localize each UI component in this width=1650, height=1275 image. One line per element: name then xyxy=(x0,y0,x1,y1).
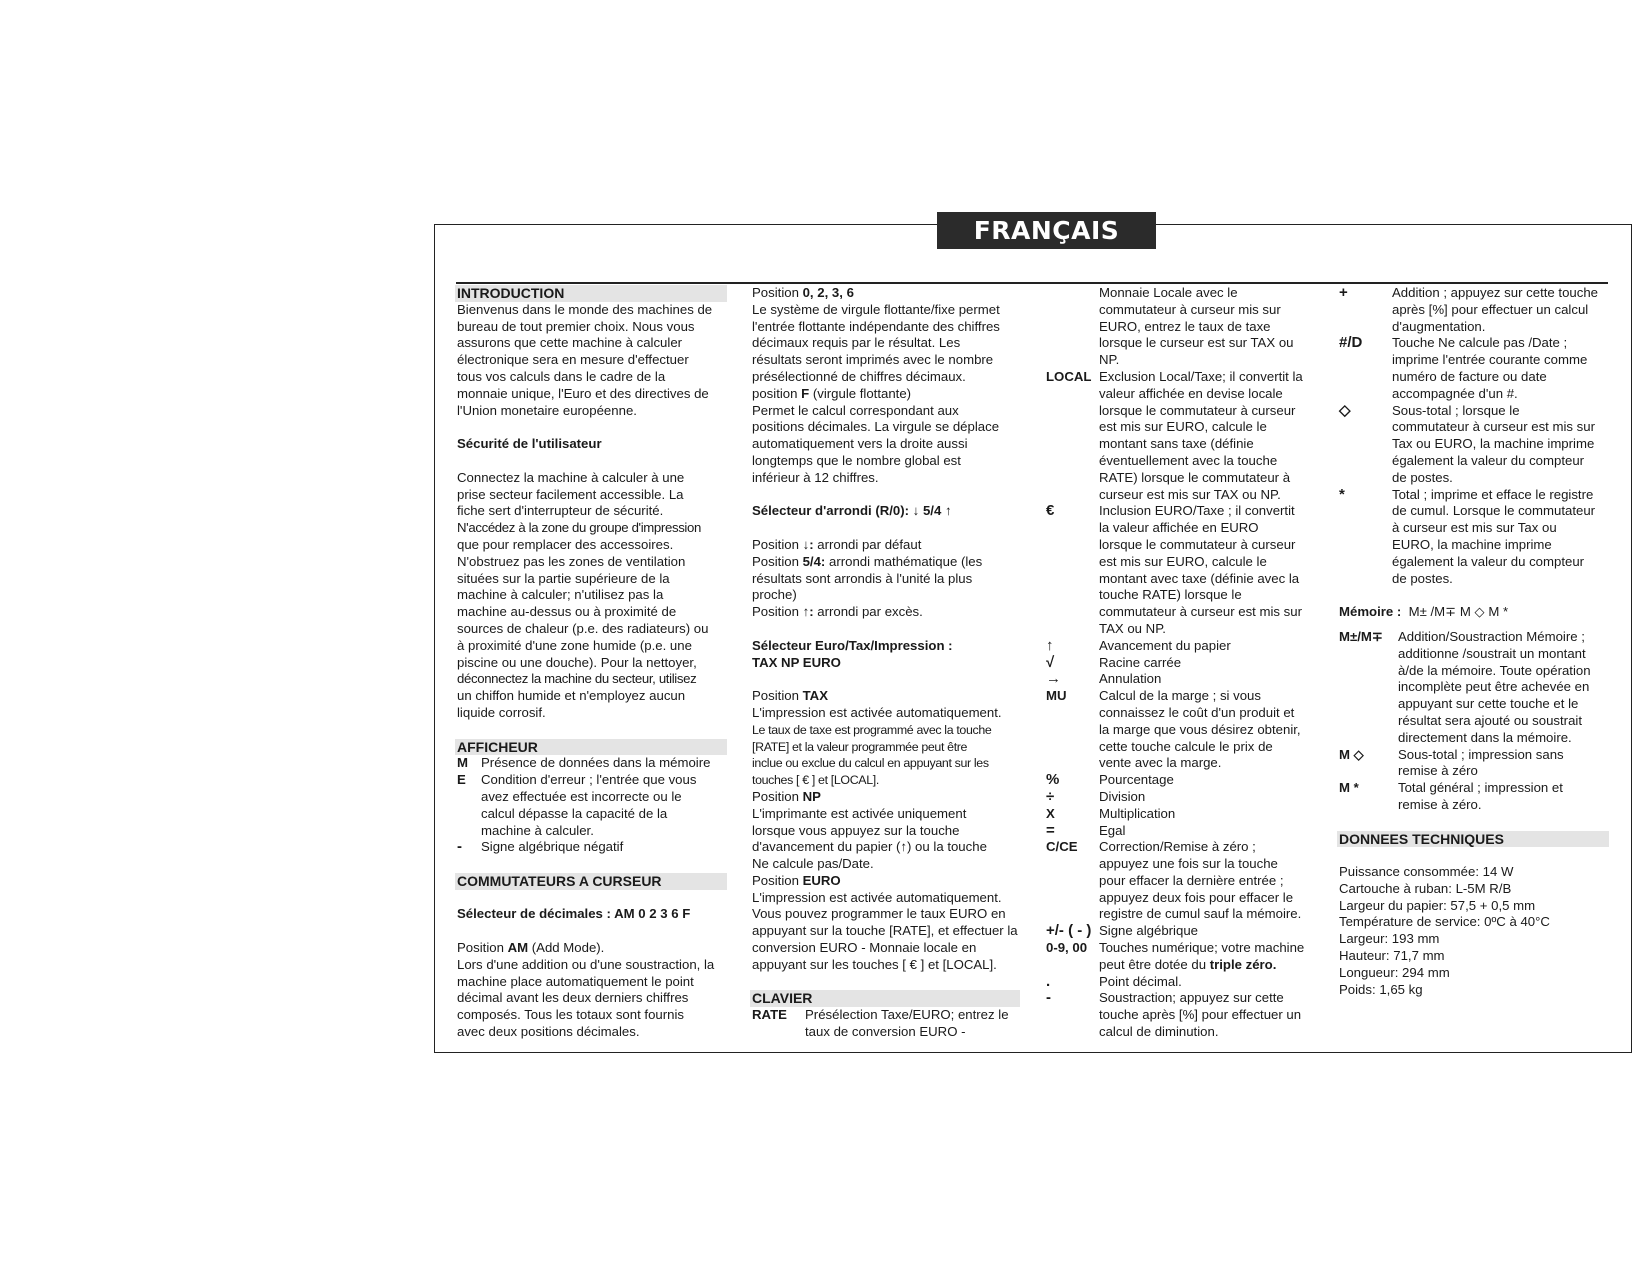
key-description: appuyez deux fois pour effacer le xyxy=(1099,889,1294,905)
display-item-e xyxy=(457,772,727,839)
tech-line: Cartouche à ruban: L-5M R/B xyxy=(1339,880,1512,896)
minus-text: Soustraction; appuyez sur cette xyxy=(1099,990,1284,1006)
safety-heading: Sécurité de l'utilisateur xyxy=(457,436,602,452)
key-description: Tax ou EURO, la machine imprime xyxy=(1392,436,1595,452)
key-description: de cumul. Lorsque le commutateur xyxy=(1392,503,1596,519)
key-description: est mis sur EURO, calcule le xyxy=(1099,553,1267,569)
safety-line: N'accédez à la zone du groupe d'impression xyxy=(457,520,701,536)
key-description: à/de la mémoire. Toute opération xyxy=(1398,662,1591,678)
rate-text: Présélection Taxe/EURO; entrez le xyxy=(805,1007,1009,1023)
safety-line: piscine ou une douche). Pour la nettoyer, xyxy=(457,654,697,670)
tech-line: Hauteur: 71,7 mm xyxy=(1339,948,1445,964)
key-description: de postes. xyxy=(1392,570,1453,586)
key-description: lorsque le commutateur à curseur xyxy=(1099,402,1296,418)
rate-text: taux de conversion EURO - xyxy=(805,1024,966,1040)
key-description: registre de cumul sauf la mémoire. xyxy=(1099,906,1302,922)
display-desc: Condition d'erreur ; l'entrée que vous xyxy=(481,772,697,788)
key-item xyxy=(1046,655,1314,672)
am-line: Lors d'une addition ou d'une soustraction, la xyxy=(457,956,715,972)
key-description: Inclusion EURO/Taxe ; il convertit xyxy=(1099,503,1295,519)
key-description: Sous-total ; lorsque le xyxy=(1392,402,1520,418)
tech-line: Poids: 1,65 kg xyxy=(1339,981,1423,997)
key-description: lorsque le commutateur à curseur xyxy=(1099,536,1296,552)
key-description: Total général ; impression et xyxy=(1398,780,1563,796)
memory-heading: Mémoire : M± /M∓ M ◇ M * xyxy=(1339,604,1509,620)
key-item-point xyxy=(1046,974,1314,991)
euro-text: Vous pouvez programmer le taux EURO en xyxy=(752,906,1006,922)
key-description: appuyant sur cette touche et le xyxy=(1398,696,1579,712)
key-description: est mis sur EURO, calcule le xyxy=(1099,419,1267,435)
digits-text: peut être dotée du triple zéro. xyxy=(1099,956,1277,972)
pos0236-text: décimaux requis par le résultat. Les xyxy=(752,335,961,351)
key-item xyxy=(1046,806,1314,823)
euro-position-line: Position EURO xyxy=(752,872,841,888)
key-description: Total ; imprime et efface le registre xyxy=(1392,486,1594,502)
key-description: commutateur à curseur est mis sur xyxy=(1392,419,1596,435)
key-description: la valeur affichée en EURO xyxy=(1099,520,1259,536)
key-description: imprime l'entrée courante comme xyxy=(1392,352,1588,368)
rate-key-item xyxy=(752,1007,1020,1041)
column-1 xyxy=(457,285,727,1041)
point-text: Point décimal. xyxy=(1099,973,1182,989)
tech-line: Largeur: 193 mm xyxy=(1339,931,1440,947)
position-0236-line: Position 0, 2, 3, 6 xyxy=(752,285,854,300)
tax-text: touches [ € ] et [LOCAL]. xyxy=(752,773,879,788)
key-description: montant avec taxe (définie avec la xyxy=(1099,570,1300,586)
am-line: composés. Tous les totaux sont fournis xyxy=(457,1007,684,1023)
key-description: d'augmentation. xyxy=(1392,318,1486,334)
round-down-line: Position ↓: arrondi par défaut xyxy=(752,536,922,552)
np-text: L'imprimante est activée uniquement xyxy=(752,805,967,821)
key-description: additionne /soustrait un montant xyxy=(1398,645,1586,661)
safety-line: situées sur la partie supérieure de la xyxy=(457,570,670,586)
key-description: également la valeur du compteur xyxy=(1392,553,1585,569)
key-description: RATE) lorsque le commutateur à xyxy=(1099,469,1291,485)
pos0236-text: présélectionné de chiffres décimaux. xyxy=(752,368,966,384)
key-item xyxy=(1339,747,1609,781)
display-desc: Signe algébrique négatif xyxy=(481,839,624,855)
tax-text: inclue ou exclue du calcul en appuyant sur les xyxy=(752,756,989,771)
key-item xyxy=(1046,688,1314,772)
rate-cont-text: commutateur à curseur mis sur xyxy=(1099,301,1281,317)
key-symbol: € xyxy=(1046,502,1055,520)
key-description: après [%] pour effectuer un calcul xyxy=(1392,301,1589,317)
key-description: Racine carrée xyxy=(1099,654,1182,670)
display-desc: calcul dépasse la capacité de la xyxy=(481,805,668,821)
memory-keys: M± /M∓ M ◇ M * xyxy=(1408,604,1509,620)
key-description: Correction/Remise à zéro ; xyxy=(1099,839,1256,855)
tech-line: Longueur: 294 mm xyxy=(1339,964,1450,980)
key-description: remise à zéro. xyxy=(1398,796,1482,812)
safety-line: un chiffon humide et n'employez aucun xyxy=(457,688,686,704)
tax-text: L'impression est activée automatiquement. xyxy=(752,704,1002,720)
key-description: Signe algébrique xyxy=(1099,923,1198,939)
key-symbol: C/CE xyxy=(1046,839,1078,855)
key-description: Annulation xyxy=(1099,671,1162,687)
intro-line: tous vos calculs dans le cadre de la xyxy=(457,368,666,384)
display-item-minus xyxy=(457,839,727,856)
key-description: directement dans la mémoire. xyxy=(1398,729,1572,745)
key-description: Addition/Soustraction Mémoire ; xyxy=(1398,628,1585,644)
euro-selector-heading: Sélecteur Euro/Tax/Impression : xyxy=(752,637,953,653)
display-key: E xyxy=(457,772,466,788)
key-description: Multiplication xyxy=(1099,805,1176,821)
tech-line: Largeur du papier: 57,5 + 0,5 mm xyxy=(1339,897,1536,913)
key-description: Touche Ne calcule pas /Date ; xyxy=(1392,335,1568,351)
key-description: pour effacer la dernière entrée ; xyxy=(1099,872,1284,888)
key-symbol: X xyxy=(1046,805,1055,821)
key-description: Calcul de la marge ; si vous xyxy=(1099,688,1261,704)
decimal-point-icon: . xyxy=(1046,972,1051,990)
round-54-line: Position 5/4: arrondi mathématique (les xyxy=(752,553,983,569)
safety-line: N'obstruez pas les zones de ventilation xyxy=(457,553,686,569)
key-item xyxy=(1046,638,1314,655)
key-symbol: → xyxy=(1046,670,1061,688)
minus-key-icon: - xyxy=(1046,989,1051,1007)
key-symbol: % xyxy=(1046,771,1060,789)
key-symbol: = xyxy=(1046,821,1055,839)
key-symbol: ↑ xyxy=(1046,636,1054,654)
tax-text: [RATE] et la valeur programmée peut être xyxy=(752,739,968,754)
euro-text: appuyant sur la touche [RATE], et effectuer la xyxy=(752,923,1018,939)
euro-selector-modes: TAX NP EURO xyxy=(752,654,841,670)
key-item-minus xyxy=(1046,990,1314,1040)
key-list xyxy=(1339,285,1609,587)
safety-line: Connectez la machine à calculer à une xyxy=(457,469,685,485)
switches-heading: COMMUTATEURS A CURSEUR xyxy=(455,873,727,890)
key-item xyxy=(1339,629,1609,747)
rate-continuation xyxy=(1046,285,1314,369)
key-description: remise à zéro xyxy=(1398,763,1478,779)
tech-line: Température de service: 0ºC à 40°C xyxy=(1339,914,1550,930)
key-description: Addition ; appuyez sur cette touche xyxy=(1392,285,1599,300)
np-position-line: Position NP xyxy=(752,788,821,804)
key-item xyxy=(1339,780,1609,814)
key-symbol: * xyxy=(1339,485,1345,503)
posf-text: positions décimales. La virgule se déplace xyxy=(752,419,1000,435)
decimal-selector-heading: Sélecteur de décimales : AM 0 2 3 6 F xyxy=(457,906,691,922)
posf-text: automatiquement vers la droite aussi xyxy=(752,436,968,452)
key-item xyxy=(1046,789,1314,806)
tech-heading: DONNEES TECHNIQUES xyxy=(1337,831,1609,848)
memory-key-list xyxy=(1339,629,1609,814)
key-description: Exclusion Local/Taxe; il convertit la xyxy=(1099,368,1303,384)
key-description: montant sans taxe (définie xyxy=(1099,436,1254,452)
key-symbol: +/- ( - ) xyxy=(1046,922,1092,940)
np-text: Ne calcule pas/Date. xyxy=(752,856,874,872)
safety-line: liquide corrosif. xyxy=(457,704,546,720)
key-description: Division xyxy=(1099,788,1146,804)
key-description: résultat sera ajouté ou soustrait xyxy=(1398,712,1582,728)
key-item xyxy=(1046,823,1314,840)
key-symbol: + xyxy=(1339,284,1348,301)
key-description: de postes. xyxy=(1392,469,1453,485)
key-description: vente avec la marge. xyxy=(1099,755,1222,771)
header-rule xyxy=(456,282,1608,284)
safety-line: sources de chaleur (p.e. des radiateurs) ou xyxy=(457,620,709,636)
digits-key: 0-9, 00 xyxy=(1046,940,1088,956)
euro-text: appuyant sur les touches [ € ] et [LOCAL]. xyxy=(752,956,997,972)
introduction-heading: INTRODUCTION xyxy=(455,285,727,302)
tech-line: Puissance consommée: 14 W xyxy=(1339,864,1514,880)
intro-line: l'Union monetaire européenne. xyxy=(457,402,637,418)
key-description: la marge que vous désirez obtenir, xyxy=(1099,721,1301,737)
round-54-text: résultats sont arrondis à l'unité la plus xyxy=(752,570,973,586)
column-3 xyxy=(1046,285,1314,1041)
pos0236-text: Le système de virgule flottante/fixe permet xyxy=(752,301,1000,317)
key-item-digits xyxy=(1046,940,1314,974)
key-description: numéro de facture ou date xyxy=(1392,368,1547,384)
intro-line: Bienvenus dans le monde des machines de xyxy=(457,301,713,317)
display-item-m xyxy=(457,755,727,772)
round-up-line: Position ↑: arrondi par excès. xyxy=(752,604,923,620)
safety-line: machine au-dessus ou à proximité de xyxy=(457,604,677,620)
keyboard-heading: CLAVIER xyxy=(750,990,1020,1007)
key-description: cette touche calcule le prix de xyxy=(1099,738,1273,754)
key-description: éventuellement avec la touche xyxy=(1099,452,1278,468)
key-item xyxy=(1339,403,1609,487)
key-description: valeur affichée en devise locale xyxy=(1099,385,1283,401)
key-description: TAX ou NP. xyxy=(1099,620,1166,636)
key-item xyxy=(1339,285,1609,335)
key-item xyxy=(1046,369,1314,503)
am-line: avec deux positions décimales. xyxy=(457,1024,640,1040)
key-item xyxy=(1339,487,1609,588)
position-f-line: position F (virgule flottante) xyxy=(752,385,912,401)
display-desc: Présence de données dans la mémoire xyxy=(481,755,711,771)
intro-line: monnaie unique, l'Euro et des directives de xyxy=(457,385,709,401)
safety-line: déconnectez la machine du secteur, utilisez xyxy=(457,671,697,687)
key-item xyxy=(1046,503,1314,637)
display-desc: avez effectuée est incorrecte ou le xyxy=(481,788,682,804)
key-symbol: ÷ xyxy=(1046,787,1055,805)
key-item xyxy=(1046,839,1314,923)
key-symbol: MU xyxy=(1046,688,1067,704)
safety-line: fiche sert d'interrupteur de sécurité. xyxy=(457,503,664,519)
key-symbol: M ◇ xyxy=(1339,746,1364,762)
am-line: machine place automatiquement le point xyxy=(457,973,694,989)
display-heading: AFFICHEUR xyxy=(455,739,727,756)
rounding-selector-heading: Sélecteur d'arrondi (R/0): ↓ 5/4 ↑ xyxy=(752,503,952,519)
key-item xyxy=(1046,671,1314,688)
key-description: appuyez une fois sur la touche xyxy=(1099,856,1278,872)
intro-line: électronique sera en mesure d'effectuer xyxy=(457,352,689,368)
display-desc: machine à calculer. xyxy=(481,822,594,838)
key-description: à curseur est mis sur Tax ou xyxy=(1392,520,1557,536)
am-line: décimal avant les deux derniers chiffres xyxy=(457,990,689,1006)
key-description: EURO, la machine imprime xyxy=(1392,536,1552,552)
column-2 xyxy=(752,285,1020,1041)
key-symbol: ◇ xyxy=(1339,401,1351,419)
round-54-text: proche) xyxy=(752,587,797,603)
pos0236-text: résultats seront imprimés avec le nombre xyxy=(752,352,994,368)
am-position-line: Position AM (Add Mode). xyxy=(457,940,605,956)
minus-text: calcul de diminution. xyxy=(1099,1024,1219,1040)
column-4 xyxy=(1339,285,1609,998)
key-description: accompagnée d'un #. xyxy=(1392,385,1518,401)
posf-text: inférieur à 12 chiffres. xyxy=(752,469,879,485)
key-description: touche RATE) lorsque le xyxy=(1099,587,1242,603)
tax-position-line: Position TAX xyxy=(752,688,828,704)
euro-text: L'impression est activée automatiquement. xyxy=(752,889,1002,905)
np-text: lorsque vous appuyez sur la touche xyxy=(752,822,960,838)
euro-text: conversion EURO - Monnaie locale en xyxy=(752,940,977,956)
digits-text: Touches numérique; votre machine xyxy=(1099,940,1305,956)
key-description: curseur est mis sur TAX ou NP. xyxy=(1099,486,1281,502)
key-list xyxy=(1046,369,1314,940)
key-description: également la valeur du compteur xyxy=(1392,452,1585,468)
key-description: connaissez le coût d'un produit et xyxy=(1099,704,1295,720)
np-text: d'avancement du papier (↑) ou la touche xyxy=(752,839,987,855)
safety-line: que pour remplacer des accessoires. xyxy=(457,536,674,552)
intro-line: bureau de tout premier choix. Nous vous xyxy=(457,318,695,334)
key-description: Pourcentage xyxy=(1099,772,1174,788)
safety-line: prise secteur facilement accessible. La xyxy=(457,486,684,502)
minus-text: touche après [%] pour effectuer un xyxy=(1099,1007,1302,1023)
tax-text: Le taux de taxe est programmé avec la touche xyxy=(752,722,992,737)
safety-line: à proximité d'une zone humide (p.e. une xyxy=(457,637,692,653)
key-description: incomplète peut être achevée en xyxy=(1398,679,1590,695)
rate-cont-text: NP. xyxy=(1099,352,1120,368)
language-heading: FRANÇAIS xyxy=(937,212,1156,249)
safety-line: machine à calculer; n'utilisez pas la xyxy=(457,587,664,603)
intro-line: assurons que cette machine à calculer xyxy=(457,335,683,351)
key-description: Sous-total ; impression sans xyxy=(1398,746,1564,762)
pos0236-text: l'entrée flottante indépendante des chiffres xyxy=(752,318,1000,334)
key-item xyxy=(1046,923,1314,940)
rate-cont-text: EURO, entrez le taux de taxe xyxy=(1099,318,1271,334)
key-symbol: M±/M∓ xyxy=(1339,628,1383,644)
posf-text: Permet le calcul correspondant aux xyxy=(752,402,959,418)
minus-sign-icon: - xyxy=(457,838,462,856)
key-item xyxy=(1339,335,1609,402)
rate-cont-text: Monnaie Locale avec le xyxy=(1099,285,1238,300)
key-description: Avancement du papier xyxy=(1099,637,1231,653)
key-description: commutateur à curseur est mis sur xyxy=(1099,604,1303,620)
key-symbol: M * xyxy=(1339,780,1359,796)
key-symbol: #/D xyxy=(1339,334,1363,352)
display-key: M xyxy=(457,755,468,771)
rate-cont-text: lorsque le curseur est sur TAX ou xyxy=(1099,335,1294,351)
rate-key: RATE xyxy=(752,1007,787,1023)
posf-text: longtemps que le nombre global est xyxy=(752,452,961,468)
key-symbol: √ xyxy=(1046,653,1055,671)
key-description: Egal xyxy=(1099,822,1126,838)
key-item xyxy=(1046,772,1314,789)
key-symbol: LOCAL xyxy=(1046,368,1092,384)
